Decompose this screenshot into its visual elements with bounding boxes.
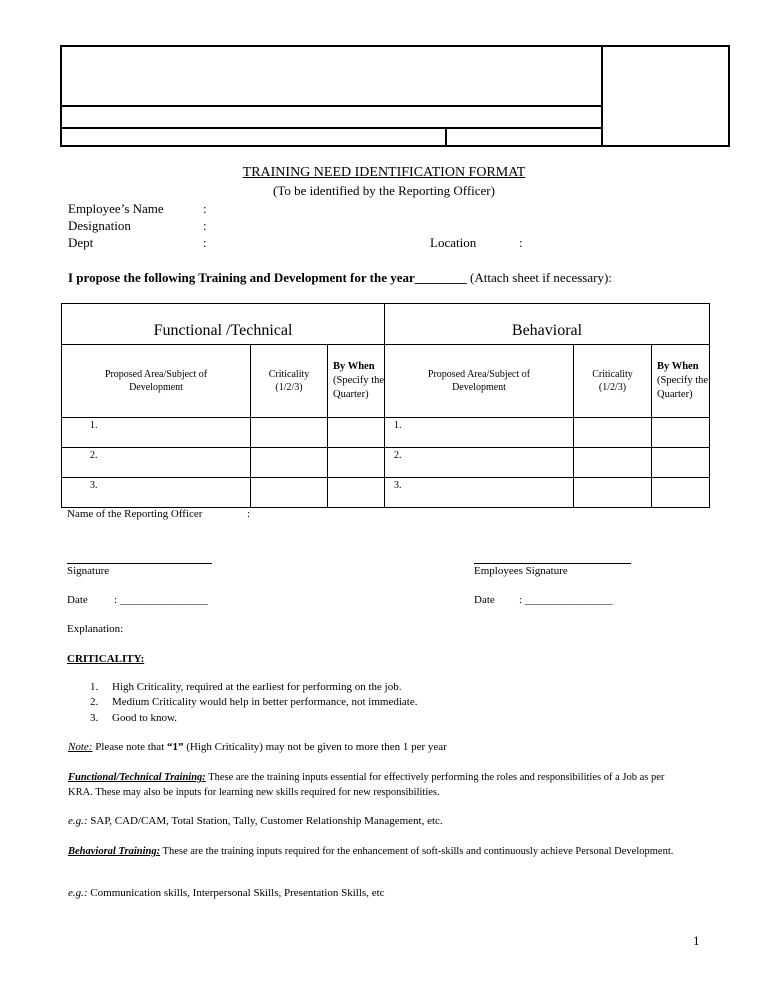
behavioral-eg-line bbox=[68, 887, 385, 899]
signature-line-right bbox=[474, 563, 631, 564]
functional-training-text: These are the training inputs essential for effectively performing the roles and responsibilities of a Job as per KRA. These may also be inputs for learning new skills required for new responsibilities. bbox=[68, 772, 665, 798]
functional-by-when-cell[interactable] bbox=[328, 418, 385, 448]
behavioral-eg-text: Communication skills, Interpersonal Skills, Presentation Skills, etc bbox=[87, 887, 385, 899]
table-row bbox=[62, 478, 710, 508]
page-title: TRAINING NEED IDENTIFICATION FORMAT bbox=[242, 165, 526, 180]
functional-by-when-cell[interactable] bbox=[328, 478, 385, 508]
note-label: Note: bbox=[68, 741, 93, 753]
header-divider-vertical bbox=[601, 45, 603, 147]
functional-row-number: 2. bbox=[62, 448, 251, 478]
functional-eg-text: SAP, CAD/CAM, Total Station, Tally, Customer Relationship Management, etc. bbox=[87, 815, 443, 827]
criticality-item-3: 3. Good to know. bbox=[90, 712, 177, 724]
dept-colon: : bbox=[203, 235, 207, 250]
note-post: (High Criticality) may not be given to more then 1 per year bbox=[183, 741, 447, 753]
col-by-when-functional: By When (Specify the Quarter) bbox=[328, 345, 385, 418]
location-label: Location bbox=[430, 235, 477, 250]
dept-label: Dept bbox=[68, 235, 94, 250]
behavioral-criticality-cell[interactable] bbox=[574, 478, 652, 508]
table-row bbox=[62, 418, 710, 448]
header-divider-row2 bbox=[60, 127, 603, 129]
proposal-normal-text: (Attach sheet if necessary): bbox=[466, 270, 612, 285]
signature-label: Signature bbox=[67, 565, 110, 577]
header-divider-cell bbox=[445, 127, 447, 147]
page-subtitle: (To be identified by the Reporting Officer) bbox=[273, 183, 495, 198]
behavioral-row-number: 3. bbox=[385, 478, 574, 508]
page-number: 1 bbox=[693, 933, 700, 948]
col-by-when-behavioral: By When (Specify the Quarter) bbox=[652, 345, 710, 418]
functional-criticality-cell[interactable] bbox=[251, 448, 328, 478]
employee-name-label: Employee’s Name bbox=[68, 201, 164, 216]
behavioral-by-when-cell[interactable] bbox=[652, 448, 710, 478]
explanation-label: Explanation: bbox=[67, 623, 124, 635]
functional-eg-label: e.g.: bbox=[68, 815, 88, 827]
designation-colon: : bbox=[203, 218, 207, 233]
behavioral-row-number: 1. bbox=[385, 418, 574, 448]
designation-label: Designation bbox=[68, 218, 131, 233]
col-criticality-functional: Criticality (1/2/3) bbox=[251, 345, 328, 418]
criticality-heading: CRITICALITY: bbox=[67, 653, 145, 665]
functional-row-number: 3. bbox=[62, 478, 251, 508]
criticality-item-2: 2. Medium Criticality would help in better performance, not immediate. bbox=[90, 696, 418, 708]
functional-training-paragraph bbox=[68, 770, 688, 800]
date-label-left: Date bbox=[67, 594, 88, 606]
proposal-bold-text: I propose the following Training and Development for the year________ bbox=[68, 270, 467, 285]
reporting-officer-label: Name of the Reporting Officer bbox=[67, 508, 203, 520]
reporting-officer-colon: : bbox=[247, 508, 251, 520]
behavioral-criticality-cell[interactable] bbox=[574, 448, 652, 478]
behavioral-by-when-cell[interactable] bbox=[652, 418, 710, 448]
employees-signature-label: Employees Signature bbox=[474, 565, 568, 577]
functional-eg-line bbox=[68, 815, 443, 827]
behavioral-training-label: Behavioral Training: bbox=[68, 846, 161, 857]
date-blank-right: : ________________ bbox=[519, 594, 613, 606]
header-box bbox=[60, 45, 730, 147]
note-quoted: “1” bbox=[167, 741, 184, 753]
behavioral-row-number: 2. bbox=[385, 448, 574, 478]
functional-technical-header: Functional /Technical bbox=[62, 304, 385, 345]
col-proposed-area-behavioral: Proposed Area/Subject of Development bbox=[385, 345, 574, 418]
behavioral-header: Behavioral bbox=[385, 304, 710, 345]
behavioral-training-text: These are the training inputs required for the enhancement of soft-skills and continuously achieve Personal Development. bbox=[160, 846, 674, 857]
behavioral-eg-label: e.g.: bbox=[68, 887, 88, 899]
location-colon: : bbox=[519, 235, 523, 250]
note-pre: Please note that bbox=[92, 741, 167, 753]
behavioral-by-when-cell[interactable] bbox=[652, 478, 710, 508]
employee-name-colon: : bbox=[203, 201, 207, 216]
col-proposed-area-functional: Proposed Area/Subject of Development bbox=[62, 345, 251, 418]
functional-row-number: 1. bbox=[62, 418, 251, 448]
date-label-right: Date bbox=[474, 594, 495, 606]
table-row bbox=[62, 448, 710, 478]
signature-line-left bbox=[67, 563, 212, 564]
behavioral-criticality-cell[interactable] bbox=[574, 418, 652, 448]
functional-criticality-cell[interactable] bbox=[251, 478, 328, 508]
functional-training-label: Functional/Technical Training: bbox=[68, 772, 206, 783]
col-criticality-behavioral: Criticality (1/2/3) bbox=[574, 345, 652, 418]
functional-criticality-cell[interactable] bbox=[251, 418, 328, 448]
date-blank-left: : ________________ bbox=[114, 594, 208, 606]
behavioral-training-paragraph bbox=[68, 844, 688, 859]
proposal-line bbox=[68, 270, 612, 286]
functional-by-when-cell[interactable] bbox=[328, 448, 385, 478]
note-line bbox=[68, 741, 447, 753]
criticality-item-1: 1. High Criticality, required at the earliest for performing on the job. bbox=[90, 681, 402, 693]
header-divider-row1 bbox=[60, 105, 603, 107]
training-table bbox=[61, 303, 710, 508]
